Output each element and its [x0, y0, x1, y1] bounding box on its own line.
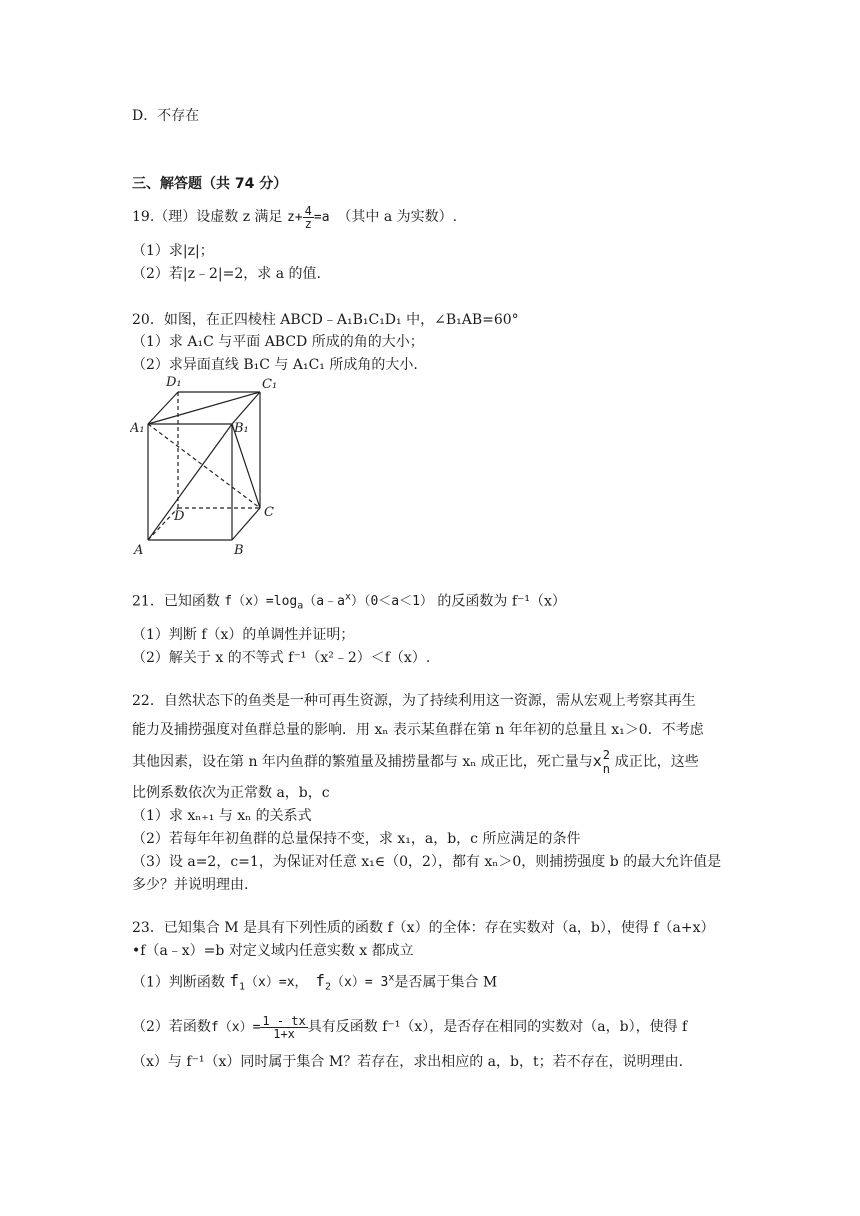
- q22-line-3: [132, 746, 699, 778]
- q22-sub: n: [602, 762, 611, 776]
- section-heading: 三、解答题（共 74 分）: [132, 176, 288, 192]
- q19-formula: [287, 204, 337, 231]
- q23-f2-sup: x: [388, 973, 395, 984]
- label-a1: A₁: [130, 421, 145, 436]
- label-c: C: [264, 505, 274, 520]
- q23-p1-formula: [229, 971, 395, 993]
- q23-part-1: [132, 966, 497, 1001]
- option-d: D．不存在: [132, 108, 200, 124]
- edge-b-c: [232, 508, 260, 540]
- q23-f1: f: [229, 971, 240, 991]
- label-a: A: [134, 543, 144, 558]
- q21-formula-sub: a: [297, 600, 304, 612]
- label-d1: D₁: [166, 375, 182, 390]
- diag-b1-c: [232, 424, 260, 508]
- q21-suffix: 的反函数为 f⁻¹（x）: [437, 593, 566, 610]
- q22-line-3b: 成正比，这些: [614, 754, 699, 770]
- q22-x: x: [592, 752, 602, 770]
- q19-suffix: （其中 a 为实数）.: [337, 209, 458, 225]
- q20-part-2: （2）求异面直线 B₁C 与 A₁C₁ 所成角的大小.: [132, 357, 418, 373]
- q22-line-4: 比例系数依次为正常数 a，b，c: [132, 785, 330, 801]
- q22-part-1: （1）求 xₙ₊₁ 与 xₙ 的关系式: [132, 808, 312, 824]
- q23-f1-sub: 1: [239, 981, 246, 993]
- label-d: D: [174, 509, 185, 524]
- q23-p1-suffix: 是否属于集合 M: [394, 974, 498, 991]
- q23-line-1: 23．已知集合 M 是具有下列性质的函数 f（x）的全体：存在实数对（a，b），使得 f（a+x）: [132, 920, 715, 936]
- q21-formula: [224, 592, 433, 612]
- q23-p2-prefix: （2）若函数: [132, 1019, 211, 1035]
- label-b: B: [234, 543, 244, 558]
- q20-part-1: （1）求 A₁C 与平面 ABCD 所成的角的大小；: [132, 334, 424, 350]
- q19-frac-num: 4: [304, 204, 312, 218]
- q23-f1-body: （x）=x，: [245, 975, 308, 991]
- q23-f2-body: （x）= 3: [331, 975, 389, 991]
- q22-sup: 2: [602, 748, 611, 762]
- q23-part-2: [132, 1012, 687, 1043]
- diag-a1-c1: [148, 392, 260, 424]
- q23-p2-den: 1+x: [273, 1027, 295, 1041]
- q21-part-2: （2）解关于 x 的不等式 f⁻¹（x²﹣2）＜f（x）.: [132, 650, 431, 666]
- q22-part-3a: （3）设 a=2，c=1，为保证对任意 x₁∈（0，2），都有 xₙ＞0，则捕捞强度 b 的最大允许值是: [132, 854, 722, 870]
- label-b1: B₁: [234, 421, 249, 436]
- label-c1: C₁: [262, 377, 278, 392]
- q23-f2-sub: 2: [325, 981, 332, 993]
- q22-line-3a: 其他因素，设在第 n 年内鱼群的繁殖量及捕捞量都与 xₙ 成正比，死亡量与: [132, 754, 593, 770]
- q19-frac-den: z: [304, 217, 312, 231]
- diag-a1-c: [148, 424, 260, 508]
- prism-figure: [130, 372, 290, 562]
- q21-formula-tail: （a﹣a: [303, 594, 345, 610]
- q22-xn-squared: [593, 746, 615, 778]
- q19-part-1: （1）求|z|；: [132, 243, 214, 259]
- q21-part-1: （1）判断 f（x）的单调性并证明；: [132, 627, 355, 643]
- q23-p2-fx: f（x）=: [210, 1020, 261, 1035]
- question-21: [132, 588, 566, 617]
- question-20: 20．如图，在正四棱柱 ABCD﹣A₁B₁C₁D₁ 中，∠B₁AB=60°: [132, 312, 519, 328]
- q23-p2-formula: [210, 1014, 308, 1041]
- q19-part-2: （2）若|z﹣2|=2，求 a 的值.: [132, 266, 321, 282]
- q23-f2: f: [315, 971, 325, 991]
- q21-prefix: 21．已知函数: [132, 593, 220, 610]
- edge-b1-c1: [232, 392, 260, 424]
- q21-formula-head: f（x）=log: [224, 594, 298, 610]
- q23-part-2-cont: （x）与 f⁻¹（x）同时属于集合 M？若存在，求出相应的 a，b，t；若不存在，说明理由.: [132, 1054, 684, 1070]
- q19-fraction: [303, 205, 314, 230]
- q22-line-1: 22．自然状态下的鱼类是一种可再生资源，为了持续利用这一资源，需从宏观上考察其再生: [132, 693, 696, 709]
- q22-part-2: （2）若每年年初鱼群的总量保持不变，求 x₁，a，b，c 所应满足的条件: [132, 831, 581, 847]
- q21-formula-end: ）（0＜a＜1）: [350, 594, 433, 610]
- question-19: [132, 204, 457, 231]
- q22-line-2: 能力及捕捞强度对鱼群总量的影响．用 xₙ 表示某鱼群在第 n 年年初的总量且 x₁＞0．不考虑: [132, 722, 704, 738]
- q23-p2-fraction: [260, 1015, 307, 1040]
- q19-formula-rhs: =a: [313, 210, 330, 225]
- q21-formula-sup: x: [344, 592, 351, 603]
- q19-prefix: 19.（理）设虚数 z 满足: [132, 209, 283, 225]
- q23-p2-suffix: 具有反函数 f⁻¹（x），是否存在相同的实数对（a，b），使得 f: [307, 1019, 688, 1035]
- q19-formula-lhs: z+: [287, 210, 303, 225]
- q23-p1-prefix: （1）判断函数: [132, 974, 225, 991]
- q22-part-3b: 多少？并说明理由.: [132, 877, 249, 893]
- q23-line-2: •f（a﹣x）=b 对定义域内任意实数 x 都成立: [132, 943, 414, 959]
- q23-p2-num: 1 - tx: [262, 1014, 306, 1028]
- diag-b1-a: [148, 424, 232, 540]
